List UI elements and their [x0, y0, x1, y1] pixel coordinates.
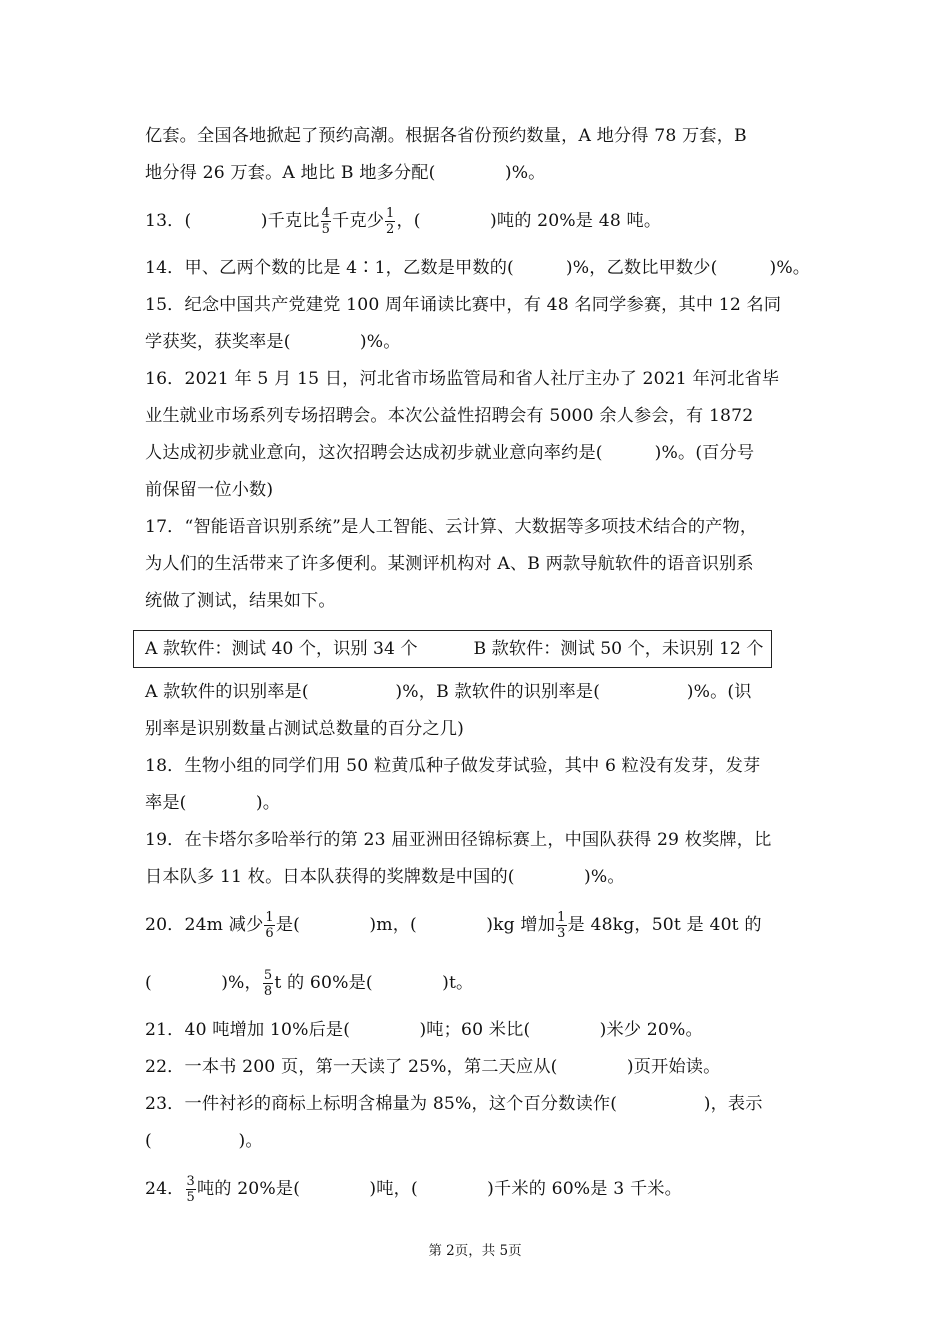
- text-segment: 千克少: [332, 211, 385, 231]
- question-23: 23．一件衬衫的商标上标明含棉量为 85%，这个百分数读作( )，表示: [145, 1094, 763, 1114]
- question-15: 15．纪念中国共产党建党 100 周年诵读比赛中，有 48 名同学参赛，其中 12 名同: [145, 295, 782, 315]
- numerator: 1: [386, 206, 395, 221]
- text-segment: 24．: [145, 1179, 185, 1199]
- question-16: 16．2021 年 5 月 15 日，河北省市场监管局和省人社厅主办了 2021 年河北省毕: [145, 369, 780, 389]
- software-b-result: B 款软件：测试 50 个，未识别 12 个: [473, 639, 764, 659]
- numerator: 3: [186, 1174, 195, 1189]
- text-segment: ( )%，: [145, 973, 262, 993]
- numerator: 4: [321, 206, 331, 221]
- question-21: 21．40 吨增加 10%后是( )吨；60 米比( )米少 20%。: [145, 1020, 703, 1040]
- question-13: [145, 192, 815, 250]
- text-segment: 20．24m 减少: [145, 915, 264, 935]
- software-a-result: A 款软件：测试 40 个，识别 34 个: [145, 639, 418, 659]
- text-segment: 是( )m，( )kg 增加: [275, 915, 556, 935]
- text-line: 为人们的生活带来了许多便利。某测评机构对 A、B 两款导航软件的语音识别系: [145, 554, 754, 574]
- text-segment: 是 48kg，50t 是 40t 的: [567, 915, 762, 935]
- test-result-box: [133, 630, 772, 668]
- question-20: [145, 896, 815, 954]
- denominator: 6: [265, 926, 274, 941]
- text-segment: t 的 60%是( )t。: [274, 973, 474, 993]
- question-19: 19．在卡塔尔多哈举行的第 23 届亚洲田径锦标赛上，中国队获得 29 枚奖牌，比: [145, 830, 772, 850]
- text-line: 率是( )。: [145, 793, 281, 813]
- text-line: 别率是识别数量占测试总数量的百分之几): [145, 719, 464, 739]
- fraction: [264, 910, 274, 941]
- text-line: ( )。: [145, 1131, 263, 1151]
- numerator: 1: [557, 910, 566, 925]
- text-segment: ，( )吨的 20%是 48 吨。: [396, 211, 662, 231]
- fraction: [385, 206, 395, 237]
- question-17: 17．“智能语音识别系统”是人工智能、云计算、大数据等多项技术结合的产物，: [145, 517, 758, 537]
- page-footer: 第 2页，共 5页: [428, 1243, 522, 1259]
- question-22: 22．一本书 200 页，第一天读了 25%，第二天应从( )页开始读。: [145, 1057, 721, 1077]
- text-line: [145, 954, 815, 1012]
- text-segment: 13．( )千克比: [145, 211, 320, 231]
- text-line: 业生就业市场系列专场招聘会。本次公益性招聘会有 5000 余人参会，有 1872: [145, 406, 754, 426]
- text-line: 学获奖，获奖率是( )%。: [145, 332, 401, 352]
- text-line: A 款软件的识别率是( )%，B 款软件的识别率是( )%。(识: [145, 682, 752, 702]
- text-line: 日本队多 11 枚。日本队获得的奖牌数是中国的( )%。: [145, 867, 625, 887]
- question-14: 14．甲、乙两个数的比是 4∶1，乙数是甲数的( )%，乙数比甲数少( )%。: [145, 258, 811, 278]
- text-line: 统做了测试，结果如下。: [145, 591, 336, 611]
- text-line: 前保留一位小数): [145, 480, 274, 500]
- text-line: 人达成初步就业意向，这次招聘会达成初步就业意向率约是( )%。(百分号: [145, 443, 755, 463]
- question-content: [145, 118, 815, 1218]
- fraction: [556, 910, 566, 941]
- text-segment: 吨的 20%是( )吨，( )千米的 60%是 3 千米。: [196, 1179, 682, 1199]
- denominator: 2: [386, 222, 395, 237]
- fraction: [186, 1174, 196, 1205]
- fraction: [263, 968, 273, 999]
- numerator: 5: [263, 968, 273, 983]
- denominator: 5: [321, 222, 331, 237]
- question-24: [145, 1160, 815, 1218]
- denominator: 3: [557, 926, 566, 941]
- question-18: 18．生物小组的同学们用 50 粒黄瓜种子做发芽试验，其中 6 粒没有发芽，发芽: [145, 756, 761, 776]
- denominator: 8: [263, 984, 273, 999]
- text-line: 地分得 26 万套。A 地比 B 地多分配( )%。: [145, 163, 546, 183]
- fraction: [321, 206, 331, 237]
- text-line: 亿套。全国各地掀起了预约高潮。根据各省份预约数量，A 地分得 78 万套，B: [145, 126, 747, 146]
- denominator: 5: [186, 1190, 195, 1205]
- numerator: 1: [265, 910, 274, 925]
